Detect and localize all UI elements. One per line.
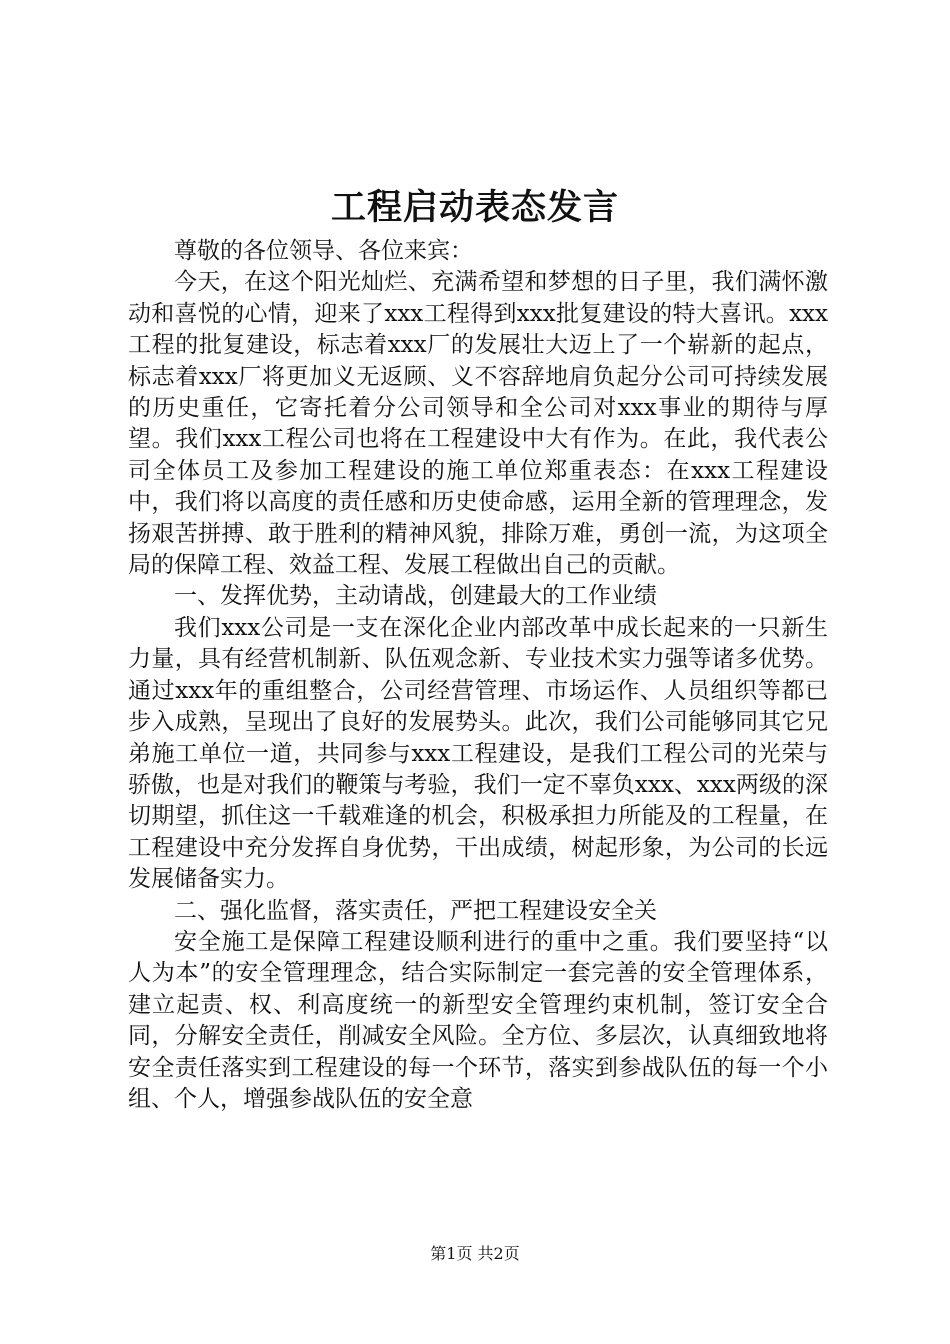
section-heading-2: 二、强化监督，落实责任，严把工程建设安全关 (174, 897, 657, 924)
section-heading-1: 一、发挥优势，主动请战，创建最大的工作业绩 (174, 583, 657, 610)
page-footer: 第1页 共2页 (430, 1244, 520, 1263)
document-title: 工程启动表态发言 (330, 187, 619, 228)
paragraph-section-2: 安全施工是保障工程建设顺利进行的重中之重。我们要坚持“以人为本”的安全管理理念，结合实际制定一套完善的安全管理体系，建立起责、权、利高度统一的新型安全管理约束机制，签订安全合同，分解安全责任，削减安全风险。全方位、多层次，认真细致地将安全责任落实到工程建设的每一个环节，落实到参战队伍的每一个小组、个人，增强参战队伍的安全意 (128, 928, 828, 1112)
paragraph-section-1: 我们xxx公司是一支在深化企业内部改革中成长起来的一只新生力量，具有经营机制新、队伍观念新、专业技术实力强等诸多优势。通过xxx年的重组整合，公司经营管理、市场运作、人员组织等都已步入成熟，呈现出了良好的发展势头。此次，我们公司能够同其它兄弟施工单位一道，共同参与xxx工程建设，是我们工程公司的光荣与骄傲，也是对我们的鞭策与考验，我们一定不辜负xxx、xxx两级的深切期望，抓住这一千载难逢的机会，积极承担力所能及的工程量，在工程建设中充分发挥自身优势，干出成绩，树起形象，为公司的长远发展储备实力。 (128, 614, 828, 893)
salutation: 尊敬的各位领导、各位来宾： (174, 238, 473, 264)
paragraph-intro: 今天，在这个阳光灿烂、充满希望和梦想的日子里，我们满怀激动和喜悦的心情，迎来了xxx工程得到xxx批复建设的特大喜讯。xxx工程的批复建设，标志着xxx厂的发展壮大迈上了一个崭新的起点，标志着xxx厂将更加义无返顾、义不容辞地肩负起分公司可持续发展的历史重任，它寄托着分公司领导和全公司对xxx事业的期待与厚望。我们xxx工程公司也将在工程建设中大有作为。在此，我代表公司全体员工及参加工程建设的施工单位郑重表态：在xxx工程建设中，我们将以高度的责任感和历史使命感，运用全新的管理理念，发扬艰苦拼搏、敢于胜利的精神风貌，排除万难，勇创一流，为这项全局的保障工程、效益工程、发展工程做出自己的贡献。 (128, 269, 828, 579)
document-body (128, 236, 828, 1115)
